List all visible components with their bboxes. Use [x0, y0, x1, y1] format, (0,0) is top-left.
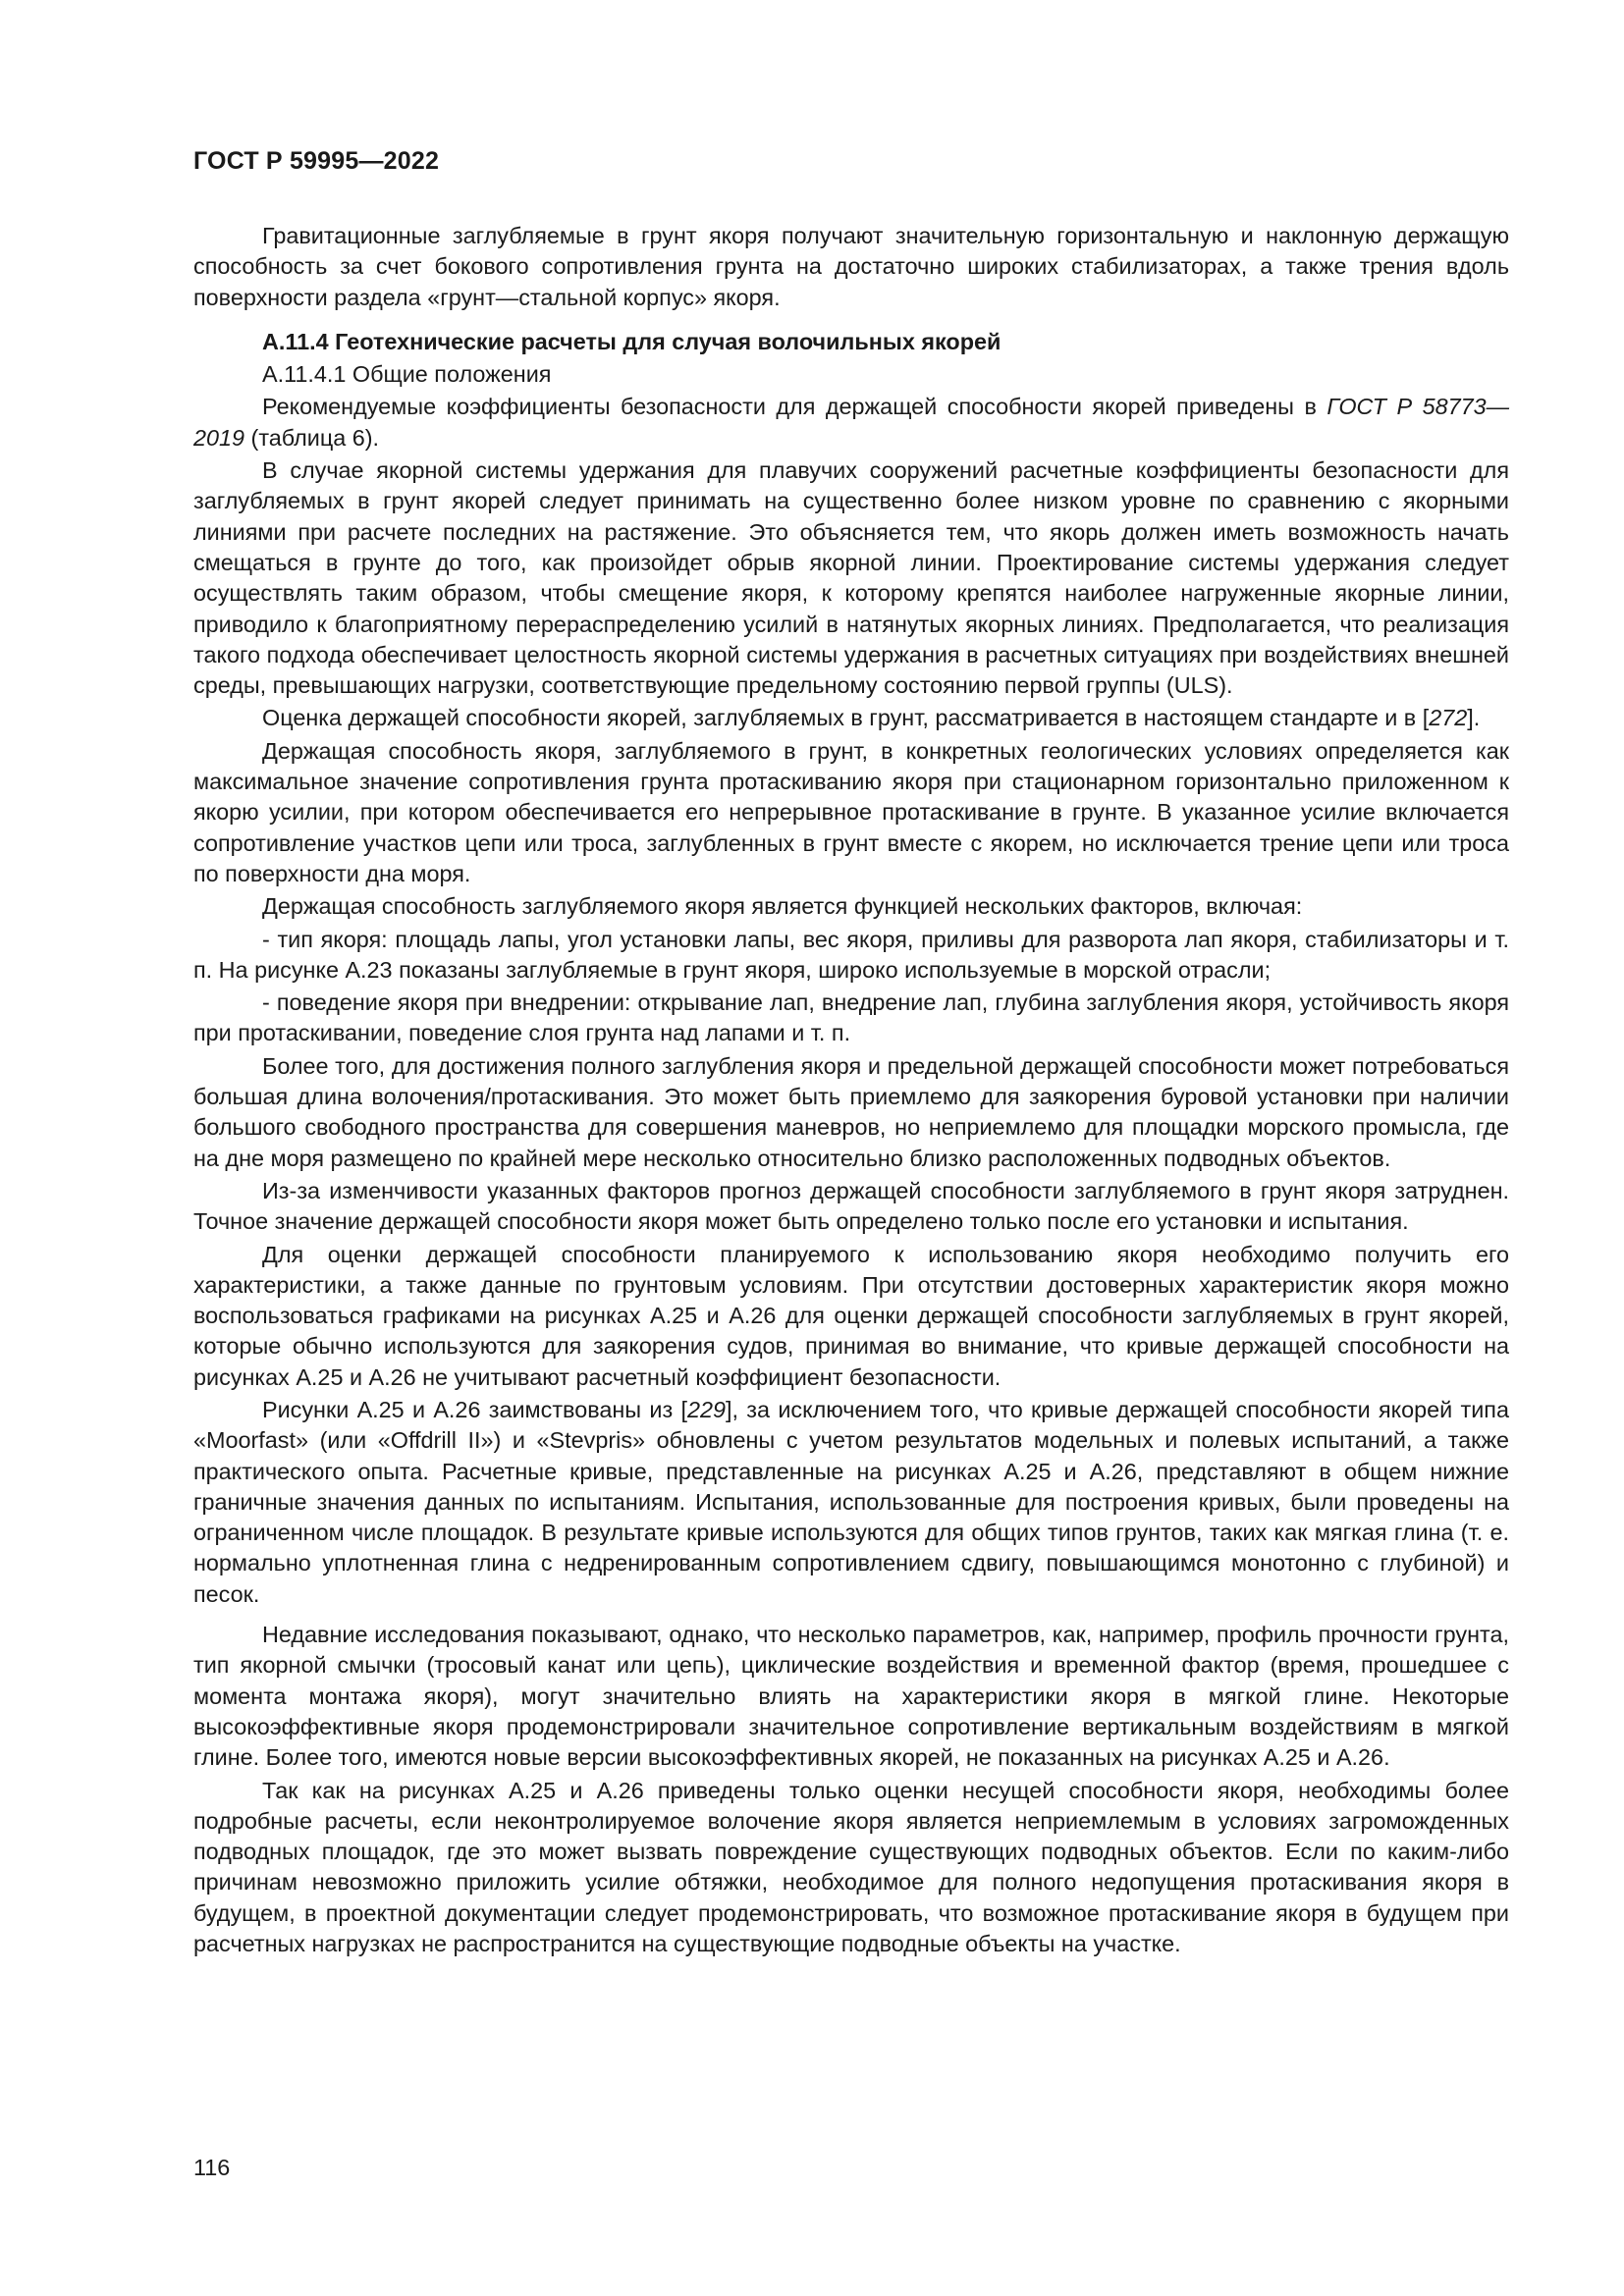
paragraph: Недавние исследования показывают, однако, что несколько параметров, как, например, профиль прочности грунта, тип якорной смычки (тросовый канат или цепь), циклические воздействия и временной фактор (время, прошедшее с момента монтажа якоря), могут значительно влиять на характеристики якоря в мягкой глине. Некоторые высокоэффективные якоря продемонстрировали значительное сопротивление вертикальным воздействиям в мягкой глине. Более того, имеются новые версии высокоэффективных якорей, не показанных на рисунках А.25 и А.26.: [193, 1622, 1509, 1771]
paragraph: Гравитационные заглубляемые в грунт якоря получают значительную горизонтальную и наклонную держащую способность за счет бокового сопротивления грунта на достаточно широких стабилизаторах, а также трения вдоль поверхности раздела «грунт—стальной корпус» якоря.: [193, 223, 1509, 310]
paragraph-text: Оценка держащей способности якорей, заглубляемых в грунт, рассматривается в настоящем стандарте и в [: [262, 705, 1430, 731]
paragraph: [193, 392, 1509, 454]
paragraph-text: ].: [1467, 705, 1481, 731]
paragraph: [193, 703, 1509, 733]
paragraph: Держащая способность якоря, заглубляемого в грунт, в конкретных геологических условиях определяется как максимальное значение сопротивления грунта протаскиванию якоря при стационарном горизонтально приложенном к якорю усилии, при котором обеспечивается его непрерывное протаскивание в грунте. В указанное усилие включается сопротивление участков цепи или троса, заглубленных в грунт вместе с якорем, но исключается трение цепи или троса по поверхности дна моря.: [193, 737, 1509, 886]
reference-link: ГОСТ Р 58773—2019: [193, 394, 1510, 451]
standard-header: ГОСТ Р 59995—2022: [193, 147, 440, 175]
paragraph-text: (таблица 6).: [244, 424, 380, 451]
subsection-heading: А.11.4.1 Общие положения: [262, 361, 552, 388]
reference-link: 272: [1429, 705, 1468, 731]
paragraph: Из-за изменчивости указанных факторов прогноз держащей способности заглубляемого в грунт якоря затруднен. Точное значение держащей способности якоря может быть определено только после его установки и испытания.: [193, 1177, 1509, 1235]
list-item: - тип якоря: площадь лапы, угол установки лапы, вес якоря, приливы для разворота лап якоря, стабилизаторы и т. п. На рисунке А.23 показаны заглубляемые в грунт якоря, широко используемые в морской отрасли;: [193, 926, 1509, 983]
document-body: [193, 221, 1509, 1961]
paragraph: [193, 1395, 1509, 1610]
paragraph-text: Рекомендуемые коэффициенты безопасности для держащей способности якорей приведены в: [262, 394, 1327, 420]
paragraph: Более того, для достижения полного заглубления якоря и предельной держащей способности может потребоваться большая длина волочения/протаскивания. Это может быть приемлемо для заякорения буровой установки при наличии большого свободного пространства для совершения маневров, но неприемлемо для площадки морского промысла, где на дне моря размещено по крайней мере несколько относительно близко расположенных подводных объектов.: [193, 1052, 1509, 1171]
section-heading: А.11.4 Геотехнические расчеты для случая волочильных якорей: [262, 328, 1001, 354]
reference-link: 229: [686, 1396, 727, 1422]
paragraph-text: Рисунки А.25 и А.26 заимствованы из [: [262, 1396, 687, 1422]
paragraph: В случае якорной системы удержания для плавучих сооружений расчетные коэффициенты безопасности для заглубляемых в грунт якорей следует принимать на существенно более низком уровне по сравнению с якорными линиями при расчете последних на растяжение. Это объясняется тем, что якорь должен иметь возможность начать смещаться в грунте до того, как произойдет обрыв якорной линии. Проектирование системы удержания следует осуществлять таким образом, чтобы смещение якоря, к которому крепятся наиболее нагруженные якорные линии, приводило к благоприятному перераспределению усилий в натянутых якорных линиях. Предполагается, что реализация такого подхода обеспечивает целостность якорной системы удержания в расчетных ситуациях при воздействиях внешней среды, превышающих нагрузки, соответствующие предельному состоянию первой группы (ULS).: [193, 457, 1509, 699]
paragraph-text: ], за исключением того, что кривые держащей способности якорей типа «Moorfast» (или «Offdrill II») и «Stevpris» обновлены с учетом результатов модельных и полевых испытаний, а также практического опыта. Расчетные кривые, представленные на рисунках А.25 и А.26, представляют в общем нижние граничные значения данных по испытаниям. Испытания, использованные для построения кривых, были проведены на ограниченном числе площадок. В результате кривые используются для общих типов грунтов, таких как мягкая глина (т. е. нормально уплотненная глина с недренированным сопротивлением сдвигу, повышающимся монотонно с глубиной) и песок.: [193, 1396, 1509, 1607]
paragraph: Держащая способность заглубляемого якоря является функцией нескольких факторов, включая:: [262, 893, 1303, 920]
page-number: 116: [193, 2155, 231, 2180]
paragraph: Так как на рисунках А.25 и А.26 приведены только оценки несущей способности якоря, необходимы более подробные расчеты, если неконтролируемое волочение якоря является неприемлемым в условиях загроможденных подводных площадок, где это может вызвать повреждение существующих подводных объектов. Если по каким-либо причинам невозможно приложить усилие обтяжки, необходимое для полного недопущения протаскивания якоря в будущем, в проектной документации следует продемонстрировать, что возможное протаскивание якоря в будущем при расчетных нагрузках не распространится на существующие подводные объекты на участке.: [193, 1777, 1509, 1957]
list-item: - поведение якоря при внедрении: открывание лап, внедрение лап, глубина заглубления якоря, устойчивость якоря при протаскивании, поведение слоя грунта над лапами и т. п.: [193, 989, 1509, 1046]
paragraph: Для оценки держащей способности планируемого к использованию якоря необходимо получить его характеристики, а также данные по грунтовым условиям. При отсутствии достоверных характеристик якоря можно воспользоваться графиками на рисунках А.25 и А.26 для оценки держащей способности заглубляемых в грунт якорей, которые обычно используются для заякорения судов, принимая во внимание, что кривые держащей способности на рисунках А.25 и А.26 не учитывают расчетный коэффициент безопасности.: [193, 1241, 1509, 1390]
